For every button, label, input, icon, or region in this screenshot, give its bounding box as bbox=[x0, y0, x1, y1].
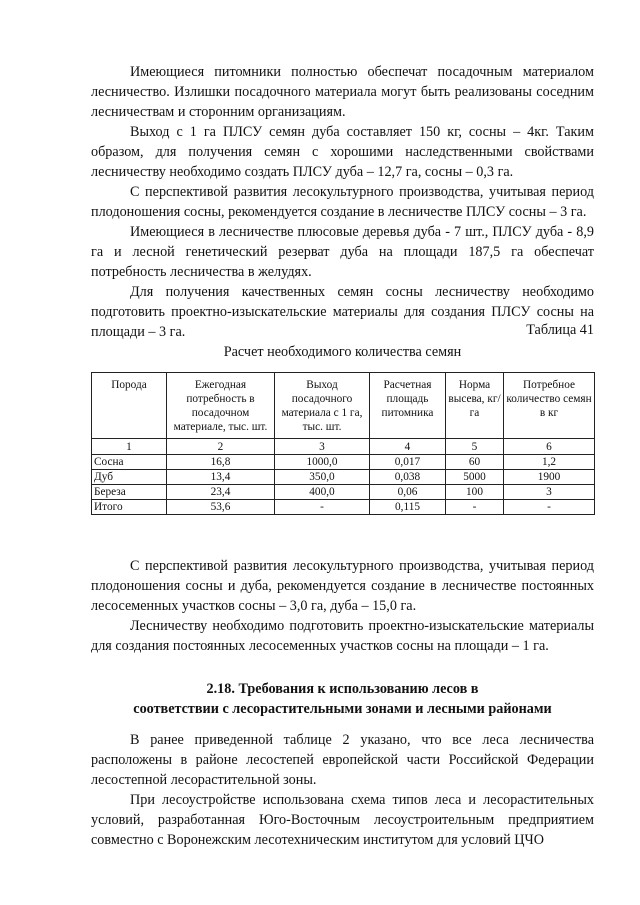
table-cell: 16,8 bbox=[167, 455, 275, 470]
table-total-row bbox=[92, 500, 595, 515]
column-number: 5 bbox=[446, 439, 504, 455]
bottom-text-block bbox=[91, 730, 594, 850]
table-cell: 350,0 bbox=[275, 470, 370, 485]
table-cell: 0,038 bbox=[370, 470, 446, 485]
paragraph: С перспективой развития лесокультурного производства, учитывая период плодоношения сосны и дуба, рекомендуется создание в лесничестве постоянных лесосеменных участков сосны – 3,0 га, дуба – 15,0 га. bbox=[91, 558, 594, 614]
paragraph: При лесоустройстве использована схема типов леса и лесорастительных условий, разработанная Юго-Восточным лесоустроительным предприятием совместно с Воронежским лесотехническим институтом для условий ЦЧО bbox=[91, 792, 594, 848]
table-row bbox=[92, 485, 595, 500]
table-title: Расчет необходимого количества семян bbox=[223, 344, 462, 360]
column-header: Норма высева, кг/га bbox=[446, 373, 504, 439]
table-row bbox=[92, 455, 595, 470]
table-cell: - bbox=[446, 500, 504, 515]
table-cell: 0,115 bbox=[370, 500, 446, 515]
column-number: 2 bbox=[167, 439, 275, 455]
column-header: Расчетная площадь питомника bbox=[370, 373, 446, 439]
table-label: Таблица 41 bbox=[526, 322, 594, 338]
section-heading bbox=[91, 679, 594, 719]
column-header: Порода bbox=[92, 373, 167, 439]
paragraph: Выход с 1 га ПЛСУ семян дуба составляет 150 кг, сосны – 4кг. Таким образом, для получения семян с хорошими наследственными свойствами лесничеству необходимо создать ПЛСУ дуба – 12,7 га, сосны – 0,3 га. bbox=[91, 124, 594, 180]
column-number: 6 bbox=[504, 439, 595, 455]
table-cell: Сосна bbox=[92, 455, 167, 470]
table-cell: - bbox=[504, 500, 595, 515]
table-cell: 3 bbox=[504, 485, 595, 500]
table-cell: - bbox=[275, 500, 370, 515]
table-cell: 23,4 bbox=[167, 485, 275, 500]
table-cell: 60 bbox=[446, 455, 504, 470]
column-header: Выход посадочного материала с 1 га, тыс. шт. bbox=[275, 373, 370, 439]
paragraph: Для получения качественных семян сосны лесничеству необходимо подготовить проектно-изыскательские материалы для создания ПЛСУ сосны на площади – 3 га. bbox=[91, 284, 594, 340]
paragraph: В ранее приведенной таблице 2 указано, что все леса лесничества расположены в районе лесостепей европейской части Российской Федерации лесостепной лесорастительной зоны. bbox=[91, 732, 594, 788]
table-cell: 1900 bbox=[504, 470, 595, 485]
table-cell: 1000,0 bbox=[275, 455, 370, 470]
table-row bbox=[92, 470, 595, 485]
table-cell: Дуб bbox=[92, 470, 167, 485]
table-cell: 13,4 bbox=[167, 470, 275, 485]
section-heading-line: соответствии с лесорастительными зонами и лесными районами bbox=[133, 701, 552, 717]
column-number-row bbox=[92, 439, 595, 455]
table-cell: 100 bbox=[446, 485, 504, 500]
table-cell: Итого bbox=[92, 500, 167, 515]
table-cell: 53,6 bbox=[167, 500, 275, 515]
table-cell: 400,0 bbox=[275, 485, 370, 500]
table-header-row bbox=[92, 373, 595, 439]
table-cell: 0,017 bbox=[370, 455, 446, 470]
intro-text-block bbox=[91, 62, 594, 342]
table-cell: Береза bbox=[92, 485, 167, 500]
table-cell: 0,06 bbox=[370, 485, 446, 500]
middle-text-block bbox=[91, 556, 594, 656]
paragraph: Имеющиеся в лесничестве плюсовые деревья дуба - 7 шт., ПЛСУ дуба - 8,9 га и лесной генетический резерват дуба на площади 187,5 га обеспечат потребность лесничества в желудях. bbox=[91, 224, 594, 280]
column-number: 1 bbox=[92, 439, 167, 455]
column-number: 4 bbox=[370, 439, 446, 455]
paragraph: С перспективой развития лесокультурного производства, учитывая период плодоношения сосны, рекомендуется создание в лесничестве ПЛСУ сосны – 3 га. bbox=[91, 184, 594, 220]
paragraph: Лесничеству необходимо подготовить проектно-изыскательские материалы для создания постоянных лесосеменных участков сосны на площади – 1 га. bbox=[91, 618, 594, 654]
paragraph: Имеющиеся питомники полностью обеспечат посадочным материалом лесничество. Излишки посадочного материала могут быть реализованы соседним лесничествам и сторонним организациям. bbox=[91, 64, 594, 120]
table-cell: 1,2 bbox=[504, 455, 595, 470]
column-number: 3 bbox=[275, 439, 370, 455]
section-heading-line: 2.18. Требования к использованию лесов в bbox=[206, 681, 479, 697]
column-header: Ежегодная потребность в посадочном материале, тыс. шт. bbox=[167, 373, 275, 439]
column-header: Потребное количество семян в кг bbox=[504, 373, 595, 439]
table-cell: 5000 bbox=[446, 470, 504, 485]
seed-calculation-table bbox=[91, 372, 595, 515]
